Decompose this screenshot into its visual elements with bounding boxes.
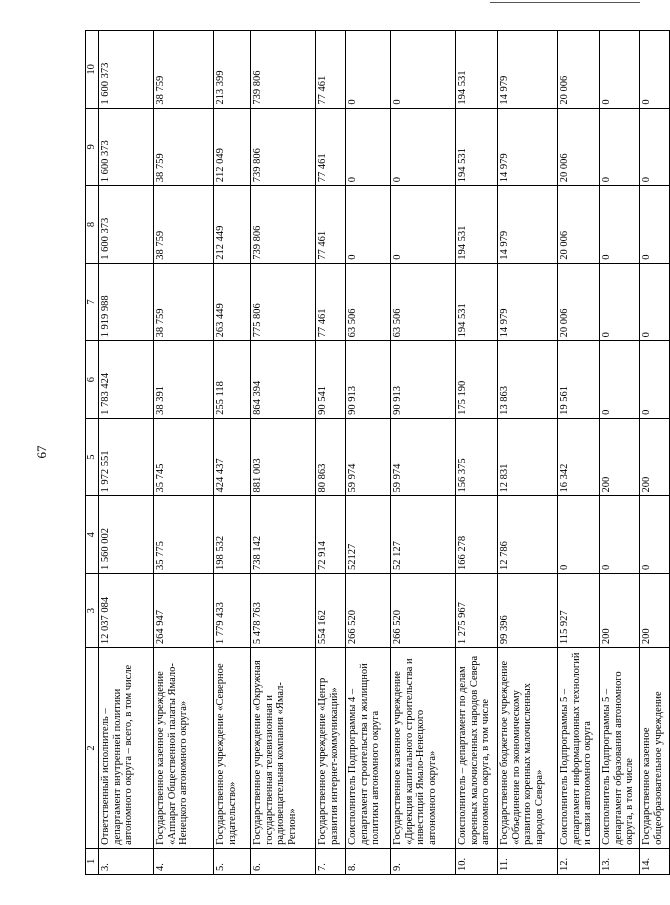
value-cell: 14 979 — [497, 263, 557, 341]
value-cell: 77 461 — [315, 186, 345, 264]
value-cell: 1 275 967 — [455, 574, 497, 648]
value-cell: 0 — [599, 496, 639, 574]
table-row — [153, 31, 213, 875]
value-cell: 72 914 — [315, 496, 345, 574]
row-number: 14. — [639, 848, 669, 874]
value-cell: 1 600 373 — [98, 186, 153, 264]
column-number: 4 — [86, 496, 99, 574]
row-number: 7. — [315, 848, 345, 874]
value-cell: 0 — [557, 496, 599, 574]
value-cell: 38 759 — [153, 186, 213, 264]
value-cell: 99 396 — [497, 574, 557, 648]
row-number: 6. — [250, 848, 315, 874]
value-cell: 77 461 — [315, 108, 345, 186]
row-name: Государственное казенное общеобразовательное учреждение — [639, 648, 669, 849]
value-cell: 77 461 — [315, 31, 345, 109]
column-number: 6 — [86, 341, 99, 419]
value-cell: 38 759 — [153, 31, 213, 109]
column-number: 7 — [86, 263, 99, 341]
value-cell: 63 506 — [390, 263, 455, 341]
value-cell: 212 449 — [213, 186, 250, 264]
value-cell: 0 — [345, 108, 390, 186]
value-cell: 1 560 002 — [98, 496, 153, 574]
value-cell: 12 037 084 — [98, 574, 153, 648]
row-name: Соисполнитель Подпрограммы 4 – департамент строительства и жилищной политики автономного округа — [345, 648, 390, 849]
value-cell: 0 — [639, 108, 669, 186]
row-name: Соисполнитель Подпрограммы 5 – департамент образования автономного округа, в том числе — [599, 648, 639, 849]
value-cell: 212 049 — [213, 108, 250, 186]
value-cell: 864 394 — [250, 341, 315, 419]
row-name: Государственное учреждение «Северное издательство» — [213, 648, 250, 849]
table-row — [315, 31, 345, 875]
row-number: 8. — [345, 848, 390, 874]
header-row — [86, 31, 99, 875]
value-cell: 264 947 — [153, 574, 213, 648]
value-cell: 198 532 — [213, 496, 250, 574]
table-row — [497, 31, 557, 875]
table-row — [345, 31, 390, 875]
value-cell: 738 142 — [250, 496, 315, 574]
value-cell: 115 927 — [557, 574, 599, 648]
value-cell: 554 162 — [315, 574, 345, 648]
value-cell: 424 437 — [213, 418, 250, 496]
row-number: 3. — [98, 848, 153, 874]
value-cell: 194 531 — [455, 263, 497, 341]
value-cell: 77 461 — [315, 263, 345, 341]
row-name: Соисполнитель – департамент по делам коренных малочисленных народов Севера автономного округа, в том числе — [455, 648, 497, 849]
value-cell: 0 — [639, 31, 669, 109]
value-cell: 20 006 — [557, 108, 599, 186]
value-cell: 200 — [599, 418, 639, 496]
table-row — [98, 31, 153, 875]
row-name: Государственное учреждение «Центр развития интернет-коммуникаций» — [315, 648, 345, 849]
value-cell: 0 — [345, 186, 390, 264]
value-cell: 200 — [639, 574, 669, 648]
value-cell: 0 — [599, 31, 639, 109]
value-cell: 90 541 — [315, 341, 345, 419]
value-cell: 194 531 — [455, 31, 497, 109]
value-cell: 19 561 — [557, 341, 599, 419]
value-cell: 12 831 — [497, 418, 557, 496]
value-cell: 0 — [390, 31, 455, 109]
value-cell: 90 913 — [390, 341, 455, 419]
page-number: 67 — [34, 445, 49, 459]
value-cell: 1 600 373 — [98, 31, 153, 109]
value-cell: 1 783 424 — [98, 341, 153, 419]
value-cell: 175 190 — [455, 341, 497, 419]
table-row — [390, 31, 455, 875]
value-cell: 166 278 — [455, 496, 497, 574]
value-cell: 80 863 — [315, 418, 345, 496]
value-cell: 35 745 — [153, 418, 213, 496]
value-cell: 156 375 — [455, 418, 497, 496]
value-cell: 0 — [599, 108, 639, 186]
value-cell: 38 759 — [153, 263, 213, 341]
value-cell: 266 520 — [390, 574, 455, 648]
value-cell: 52 127 — [390, 496, 455, 574]
value-cell: 0 — [390, 108, 455, 186]
value-cell: 13 863 — [497, 341, 557, 419]
row-name: Ответственный исполнитель – департамент внутренней политики автономного округа – всего, в том числе — [98, 648, 153, 849]
column-number: 8 — [86, 186, 99, 264]
table-row — [639, 31, 669, 875]
value-cell: 0 — [639, 496, 669, 574]
row-name: Государственное казенное учреждение «Аппарат Общественной палаты Ямало-Ненецкого автономного округа» — [153, 648, 213, 849]
table-row — [599, 31, 639, 875]
rotated-table-container — [85, 30, 670, 875]
value-cell: 194 531 — [455, 108, 497, 186]
value-cell: 20 006 — [557, 31, 599, 109]
value-cell: 38 759 — [153, 108, 213, 186]
value-cell: 63 506 — [345, 263, 390, 341]
value-cell: 12 786 — [497, 496, 557, 574]
value-cell: 739 806 — [250, 186, 315, 264]
value-cell: 739 806 — [250, 31, 315, 109]
value-cell: 5 478 763 — [250, 574, 315, 648]
column-number: 2 — [86, 648, 99, 849]
value-cell: 1 919 988 — [98, 263, 153, 341]
value-cell: 90 913 — [345, 341, 390, 419]
value-cell: 213 399 — [213, 31, 250, 109]
value-cell: 775 806 — [250, 263, 315, 341]
value-cell: 200 — [599, 574, 639, 648]
value-cell: 0 — [345, 31, 390, 109]
row-number: 10. — [455, 848, 497, 874]
value-cell: 0 — [599, 341, 639, 419]
value-cell: 1 600 373 — [98, 108, 153, 186]
row-name: Соисполнитель Подпрограммы 5 – департамент информационных технологий и связи автономного округа — [557, 648, 599, 849]
value-cell: 1 972 551 — [98, 418, 153, 496]
value-cell: 0 — [639, 341, 669, 419]
column-number: 1 — [86, 848, 99, 874]
column-number: 3 — [86, 574, 99, 648]
value-cell: 14 979 — [497, 186, 557, 264]
value-cell: 20 006 — [557, 263, 599, 341]
value-cell: 739 806 — [250, 108, 315, 186]
row-number: 13. — [599, 848, 639, 874]
value-cell: 16 342 — [557, 418, 599, 496]
value-cell: 38 391 — [153, 341, 213, 419]
value-cell: 20 006 — [557, 186, 599, 264]
value-cell: 881 003 — [250, 418, 315, 496]
value-cell: 0 — [599, 186, 639, 264]
value-cell: 0 — [390, 186, 455, 264]
table-row — [455, 31, 497, 875]
table-row — [250, 31, 315, 875]
column-number: 5 — [86, 418, 99, 496]
row-name: Государственное казенное учреждение «Дирекция капитального строительства и инвестиций Ямало-Ненецкого автономного округа» — [390, 648, 455, 849]
value-cell: 35 775 — [153, 496, 213, 574]
value-cell: 0 — [599, 263, 639, 341]
value-cell: 59 974 — [345, 418, 390, 496]
table-row — [213, 31, 250, 875]
value-cell: 255 118 — [213, 341, 250, 419]
row-name: Государственное учреждение «Окружная государственная телевизионная и радиовещательная компания «Ямал-Регион» — [250, 648, 315, 849]
row-name: Государственное бюджетное учреждение «Объединение по экономическому развитию коренных малочисленных народов Севера» — [497, 648, 557, 849]
value-cell: 266 520 — [345, 574, 390, 648]
value-cell: 52127 — [345, 496, 390, 574]
value-cell: 263 449 — [213, 263, 250, 341]
value-cell: 14 979 — [497, 108, 557, 186]
value-cell: 59 974 — [390, 418, 455, 496]
row-number: 9. — [390, 848, 455, 874]
value-cell: 0 — [639, 263, 669, 341]
row-number: 5. — [213, 848, 250, 874]
column-number: 9 — [86, 108, 99, 186]
row-number: 4. — [153, 848, 213, 874]
value-cell: 14 979 — [497, 31, 557, 109]
row-number: 11. — [497, 848, 557, 874]
budget-table — [85, 30, 670, 875]
value-cell: 200 — [639, 418, 669, 496]
top-rule — [490, 2, 640, 3]
value-cell: 1 779 433 — [213, 574, 250, 648]
table-row — [557, 31, 599, 875]
column-number: 10 — [86, 31, 99, 109]
value-cell: 194 531 — [455, 186, 497, 264]
value-cell: 0 — [639, 186, 669, 264]
row-number: 12. — [557, 848, 599, 874]
